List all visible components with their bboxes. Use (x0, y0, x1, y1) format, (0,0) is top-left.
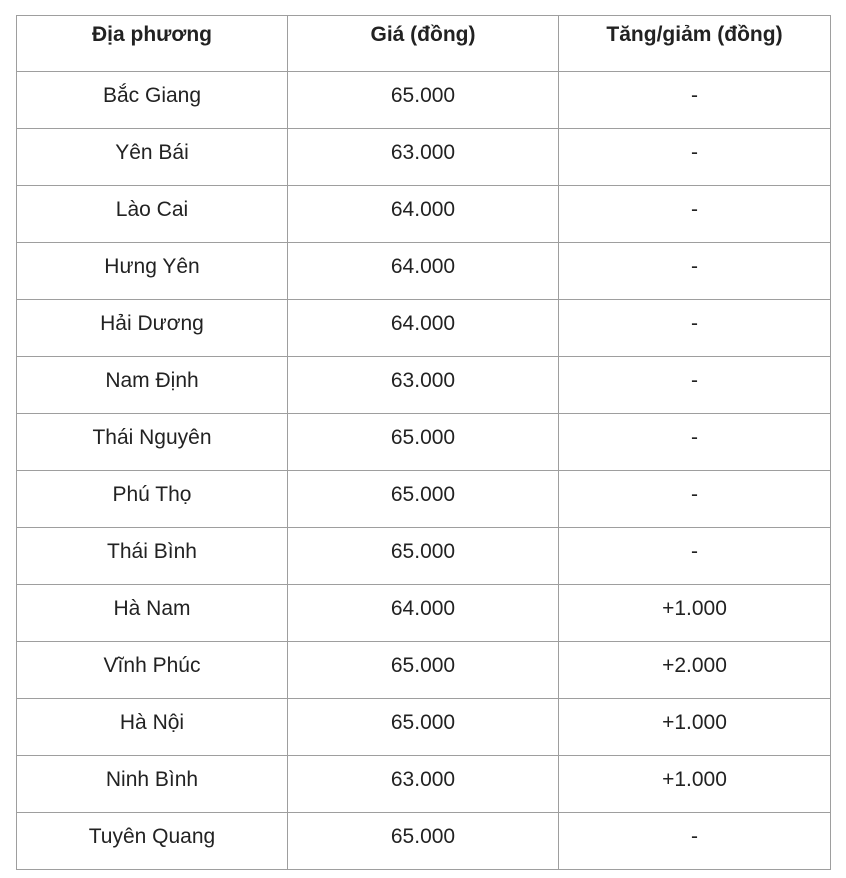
cell-price: 65.000 (288, 471, 559, 528)
header-locality: Địa phương (17, 16, 288, 72)
table-row (17, 471, 831, 528)
cell-change: - (559, 300, 831, 357)
cell-locality: Hà Nam (17, 585, 288, 642)
cell-change: - (559, 357, 831, 414)
cell-price: 64.000 (288, 300, 559, 357)
cell-locality: Bắc Giang (17, 72, 288, 129)
table-row (17, 300, 831, 357)
cell-locality: Thái Nguyên (17, 414, 288, 471)
header-price: Giá (đồng) (288, 16, 559, 72)
cell-locality: Hưng Yên (17, 243, 288, 300)
cell-price: 63.000 (288, 129, 559, 186)
cell-locality: Hải Dương (17, 300, 288, 357)
cell-price: 65.000 (288, 642, 559, 699)
cell-change: +2.000 (559, 642, 831, 699)
table-row (17, 756, 831, 813)
cell-locality: Nam Định (17, 357, 288, 414)
cell-price: 64.000 (288, 186, 559, 243)
cell-locality: Ninh Bình (17, 756, 288, 813)
table-header (17, 16, 831, 72)
cell-locality: Tuyên Quang (17, 813, 288, 870)
table-row (17, 699, 831, 756)
table-row (17, 129, 831, 186)
cell-locality: Vĩnh Phúc (17, 642, 288, 699)
table-row (17, 585, 831, 642)
cell-price: 63.000 (288, 756, 559, 813)
cell-change: +1.000 (559, 756, 831, 813)
cell-locality: Thái Bình (17, 528, 288, 585)
cell-locality: Yên Bái (17, 129, 288, 186)
price-table (16, 15, 831, 870)
cell-price: 64.000 (288, 585, 559, 642)
cell-locality: Hà Nội (17, 699, 288, 756)
cell-price: 65.000 (288, 414, 559, 471)
table-body (17, 72, 831, 870)
cell-price: 65.000 (288, 72, 559, 129)
table-row (17, 813, 831, 870)
cell-change: - (559, 813, 831, 870)
cell-change: - (559, 72, 831, 129)
cell-price: 64.000 (288, 243, 559, 300)
table-row (17, 642, 831, 699)
cell-change: +1.000 (559, 585, 831, 642)
cell-locality: Phú Thọ (17, 471, 288, 528)
cell-price: 65.000 (288, 813, 559, 870)
cell-locality: Lào Cai (17, 186, 288, 243)
table-row (17, 72, 831, 129)
table-row (17, 357, 831, 414)
table-row (17, 243, 831, 300)
table-row (17, 414, 831, 471)
cell-change: - (559, 243, 831, 300)
cell-price: 63.000 (288, 357, 559, 414)
cell-change: - (559, 471, 831, 528)
cell-change: - (559, 129, 831, 186)
cell-change: - (559, 528, 831, 585)
table-row (17, 186, 831, 243)
cell-change: - (559, 414, 831, 471)
table-row (17, 528, 831, 585)
header-change: Tăng/giảm (đồng) (559, 16, 831, 72)
header-row (17, 16, 831, 72)
cell-price: 65.000 (288, 699, 559, 756)
cell-change: - (559, 186, 831, 243)
cell-price: 65.000 (288, 528, 559, 585)
cell-change: +1.000 (559, 699, 831, 756)
